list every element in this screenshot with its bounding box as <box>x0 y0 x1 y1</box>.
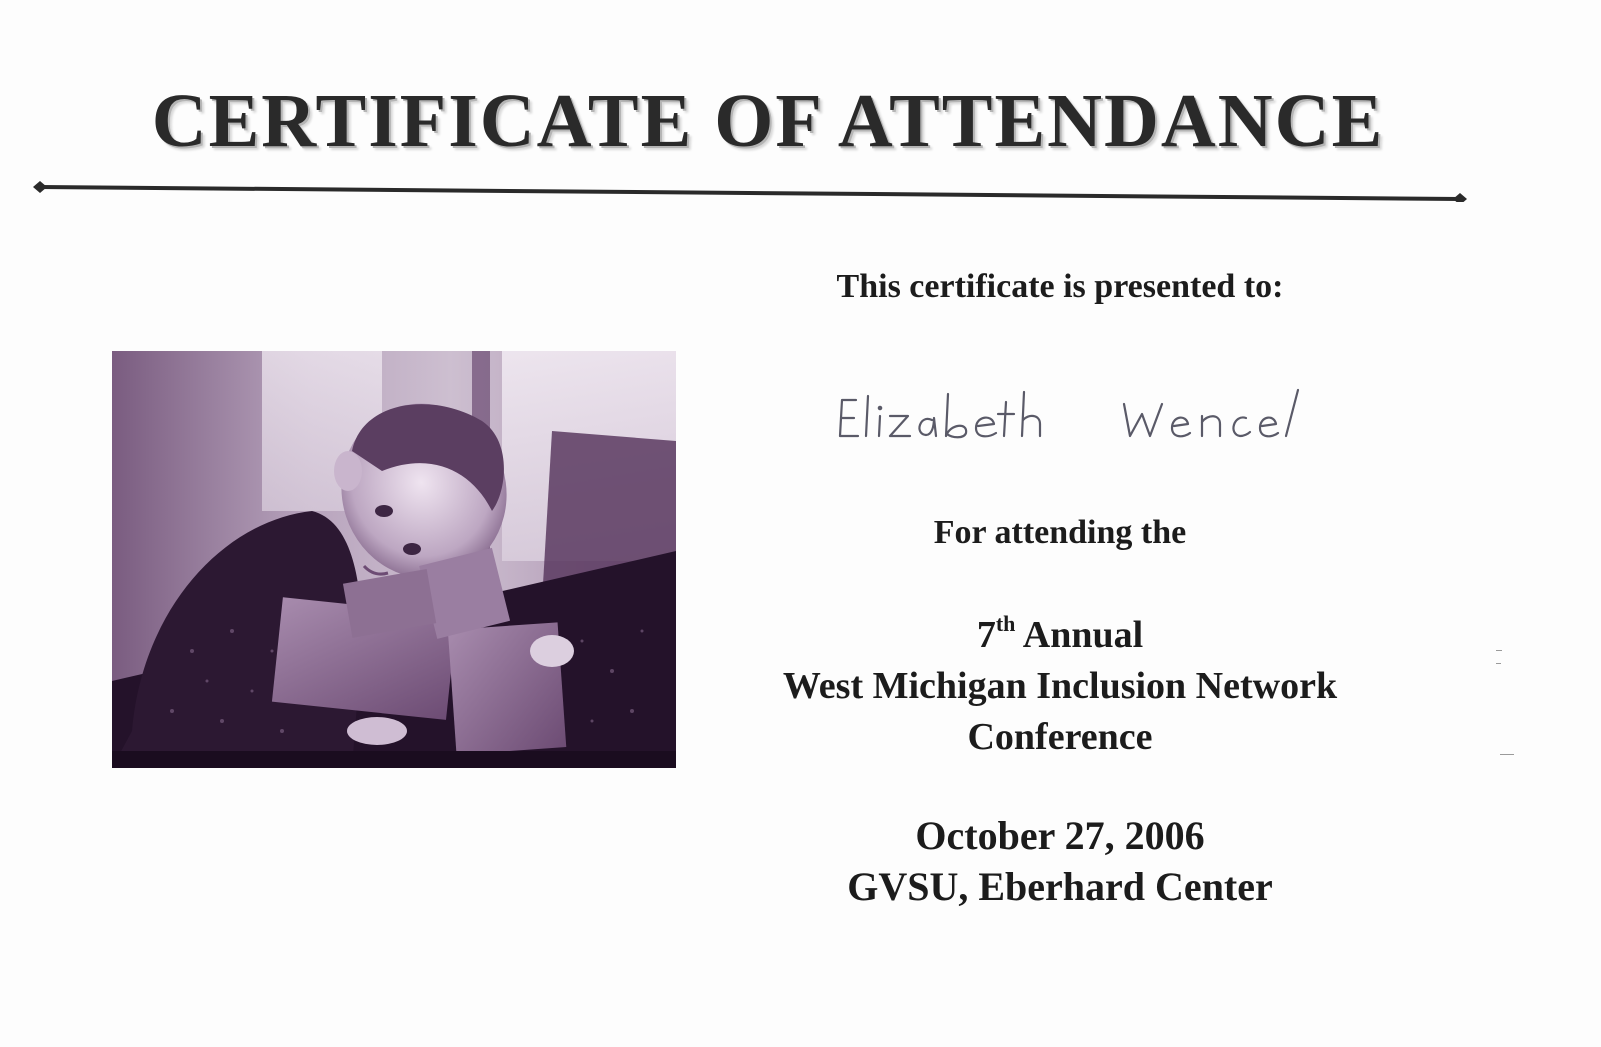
presented-to-label: This certificate is presented to: <box>836 268 1284 305</box>
scan-mark <box>1500 754 1514 755</box>
conference-ordinal-suffix: th <box>995 611 1016 636</box>
scan-mark <box>1496 650 1502 651</box>
conference-annual-word: Annual <box>1022 614 1144 656</box>
conference-annual-line <box>700 610 1420 661</box>
date-location-block <box>700 810 1420 912</box>
child-with-blocks-photo <box>112 351 676 768</box>
conference-name-line: West Michigan Inclusion Network <box>782 665 1338 707</box>
attending-label: For attending the <box>933 514 1187 551</box>
conference-word-line: Conference <box>967 716 1153 758</box>
conference-details <box>700 610 1420 763</box>
scan-mark <box>1496 663 1501 664</box>
event-location: GVSU, Eberhard Center <box>847 864 1273 909</box>
recipient-signature <box>828 378 1348 458</box>
certificate-title: CERTIFICATE OF ATTENDANCE <box>151 79 1385 163</box>
title-divider <box>32 178 1472 202</box>
event-date: October 27, 2006 <box>915 813 1205 858</box>
conference-ordinal-number: 7 <box>976 614 996 656</box>
